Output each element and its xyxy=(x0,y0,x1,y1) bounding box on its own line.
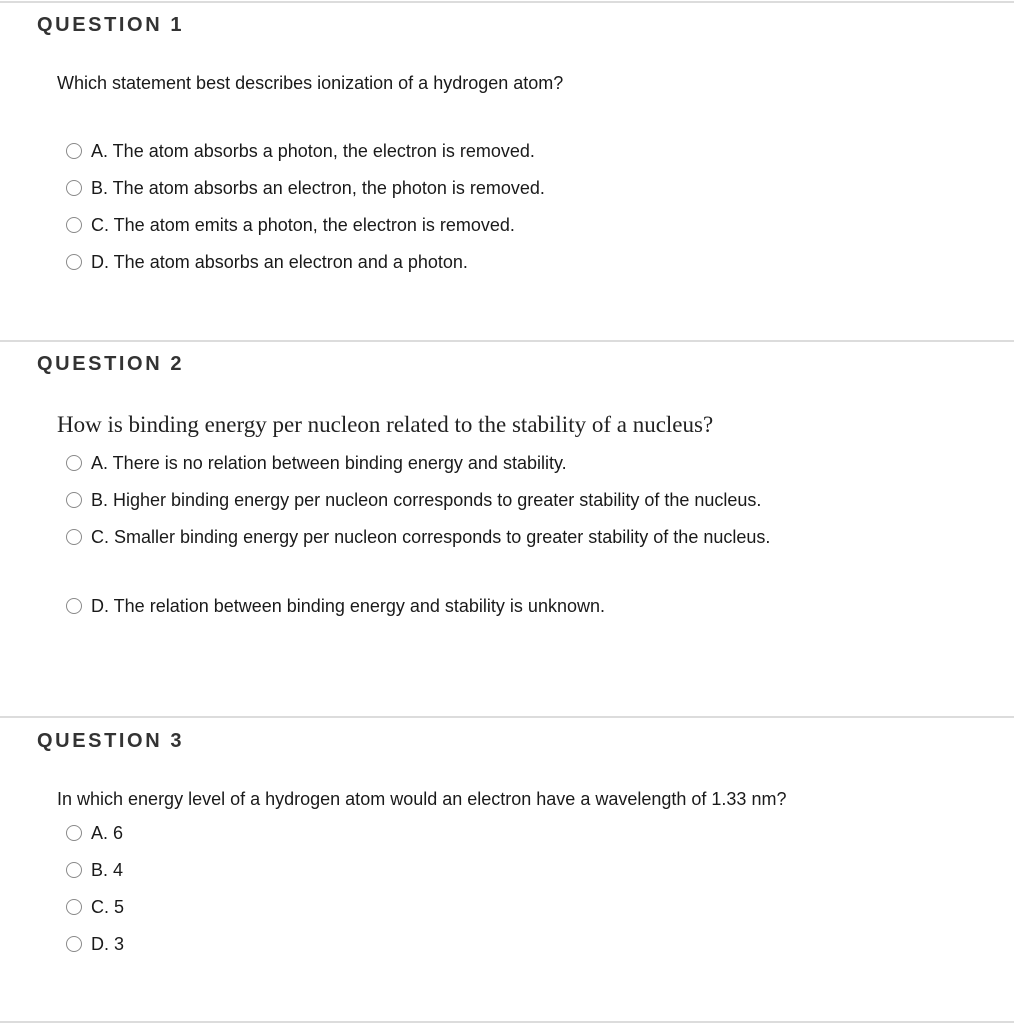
radio-button[interactable] xyxy=(66,862,82,878)
choice-label: C. The atom emits a photon, the electron is removed. xyxy=(91,215,515,235)
question-3-choice-d[interactable] xyxy=(66,932,124,956)
choice-label: D. The relation between binding energy and stability is unknown. xyxy=(91,596,605,616)
radio-button[interactable] xyxy=(66,143,82,159)
question-1-prompt: Which statement best describes ionization of a hydrogen atom? xyxy=(57,73,564,93)
divider xyxy=(0,1021,1014,1023)
question-3-prompt: In which energy level of a hydrogen atom would an electron have a wavelength of 1.33 nm? xyxy=(57,789,787,809)
radio-button[interactable] xyxy=(66,217,82,233)
question-2-choice-a[interactable] xyxy=(66,451,567,475)
choice-label: C. 5 xyxy=(91,897,125,917)
question-2-prompt: How is binding energy per nucleon related to the stability of a nucleus? xyxy=(57,412,714,437)
question-2-choice-d[interactable] xyxy=(66,594,605,618)
choice-label: C. Smaller binding energy per nucleon corresponds to greater stability of the nucleus. xyxy=(91,527,771,547)
radio-button[interactable] xyxy=(66,598,82,614)
question-1-choice-d[interactable] xyxy=(66,250,468,274)
choice-label: D. The atom absorbs an electron and a photon. xyxy=(91,252,468,272)
radio-button[interactable] xyxy=(66,455,82,471)
radio-button[interactable] xyxy=(66,254,82,270)
radio-button[interactable] xyxy=(66,180,82,196)
divider xyxy=(0,340,1014,342)
question-2-choice-c[interactable] xyxy=(66,525,770,549)
question-3-choice-b[interactable] xyxy=(66,858,123,882)
choice-label: D. 3 xyxy=(91,934,125,954)
choice-label: B. Higher binding energy per nucleon corresponds to greater stability of the nucleus. xyxy=(91,490,762,510)
radio-button[interactable] xyxy=(66,899,82,915)
radio-button[interactable] xyxy=(66,529,82,545)
choice-label: A. The atom absorbs a photon, the electron is removed. xyxy=(91,141,535,161)
question-3-heading: QUESTION 3 xyxy=(37,730,185,752)
radio-button[interactable] xyxy=(66,825,82,841)
divider xyxy=(0,716,1014,718)
question-1-heading: QUESTION 1 xyxy=(37,14,185,36)
divider xyxy=(0,1,1014,3)
question-2-heading: QUESTION 2 xyxy=(37,353,185,375)
question-1-choice-a[interactable] xyxy=(66,139,535,163)
question-1-choice-b[interactable] xyxy=(66,176,545,200)
choice-label: B. 4 xyxy=(91,860,124,880)
radio-button[interactable] xyxy=(66,936,82,952)
question-3-choice-a[interactable] xyxy=(66,821,123,845)
question-3-choice-c[interactable] xyxy=(66,895,124,919)
choice-label: A. 6 xyxy=(91,823,124,843)
radio-button[interactable] xyxy=(66,492,82,508)
question-2-choice-b[interactable] xyxy=(66,488,761,512)
choice-label: B. The atom absorbs an electron, the photon is removed. xyxy=(91,178,545,198)
choice-label: A. There is no relation between binding energy and stability. xyxy=(91,453,567,473)
question-1-choice-c[interactable] xyxy=(66,213,515,237)
